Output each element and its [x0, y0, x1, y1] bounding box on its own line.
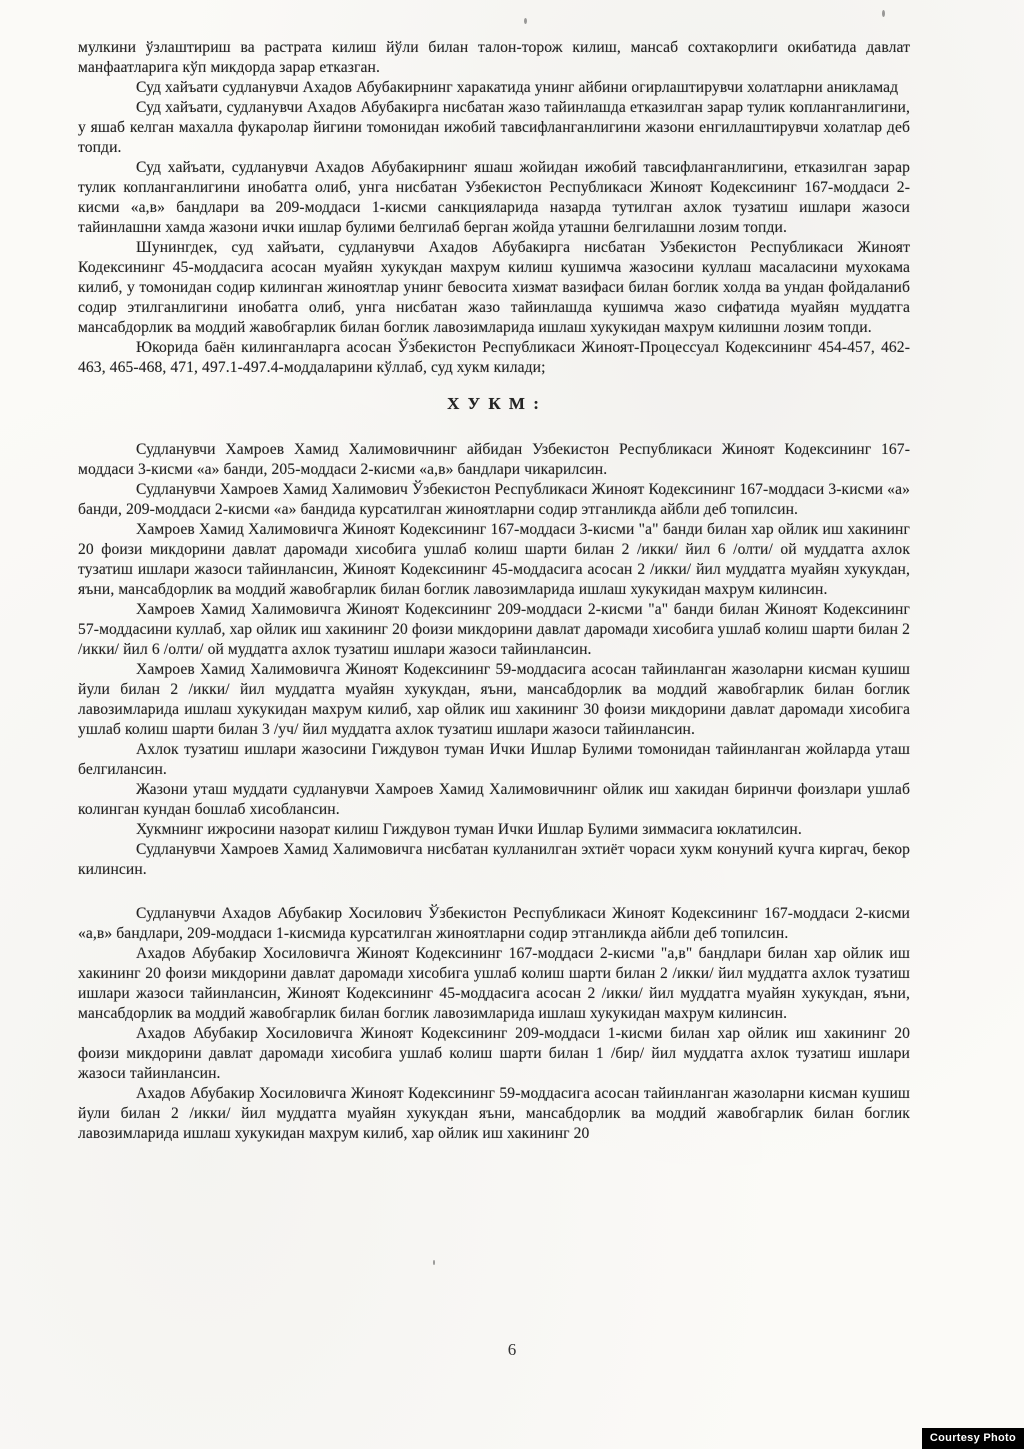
paragraph: Суд хайъати, судланувчи Ахадов Абубакирнинг яшаш жойидан ижобий тавсифланганлигини, етказилган зарар тулик копланганлигини инобатга олиб, унга нисбатан Узбекистон Республикаси Жиноят Кодексининг 167-моддаси 2-кисми «а,в» бандлари ва 209-моддаси 1-кисми санкцияларида назарда тутилган ахлок тузатиш ишлари жазоси тайинлашни хамда жазони ички ишлар булими белгилаб берган жойда уташни белгилашни лозим топди. — [78, 159, 910, 236]
preamble-section — [78, 38, 910, 378]
paragraph: Судланувчи Хамроев Хамид Халимовичнинг айбидан Узбекистон Республикаси Жиноят Кодексининг 167-моддаси 3-кисми «а» банди, 205-моддаси 2-кисми «а,в» бандлари чикарилсин. — [78, 441, 910, 478]
paragraph: Суд хайъати, судланувчи Ахадов Абубакирга нисбатан жазо тайинлашда етказилган зарар тулик копланганлигини, у яшаб келган махалла фукаролар йигини томонидан ижобий тавсифланганлигини жазони енгиллаштирувчи холатлар деб топди. — [78, 99, 910, 156]
verdict-section — [78, 440, 910, 1144]
paragraph: Ахадов Абубакир Хосиловичга Жиноят Кодексининг 59-моддасига асосан тайинланган жазоларни кисман кушиш йули билан 2 /икки/ йил муддатга муайян хукукдан яъни, мансабдорлик ва моддий жавобгарлик билан боглик лавозимларида ишлаш хукукидан махрум килиб, хар ойлик иш хакининг 20 — [78, 1085, 910, 1142]
scan-speck — [882, 10, 885, 17]
scan-speck — [433, 1260, 435, 1265]
paragraph: Судланувчи Ахадов Абубакир Хосилович Ўзбекистон Республикаси Жиноят Кодексининг 167-моддаси 2-кисми «а,в» бандлари, 209-моддаси 1-кисмида курсатилган жиноятларни содир этганликда айбли деб топилсин. — [78, 905, 910, 942]
paragraph: Хамроев Хамид Халимовичга Жиноят Кодексининг 59-моддасига асосан тайинланган жазоларни кисман кушиш йули билан 2 /икки/ йил муддатга муайян хукукдан, яъни, мансабдорлик ва моддий жавобгарлик билан боглик лавозимларида ишлаш хукукидан махрум килиб, хар ойлик иш хакининг 30 фоизи микдорини давлат даромади хисобига ушлаб колиш шарти билан 3 /уч/ йил муддатга ахлок тузатиш ишлари жазоси тайинлансин. — [78, 661, 910, 738]
paragraph: Судланувчи Хамроев Хамид Халимовичга нисбатан кулланилган эхтиёт чораси хукм конуний кучга киргач, бекор килинсин. — [78, 841, 910, 878]
paragraph: Ахлок тузатиш ишлари жазосини Гиждувон туман Ички Ишлар Булими томонидан тайинланган жойларда уташ белгилансин. — [78, 741, 910, 778]
verdict-heading: Х У К М : — [447, 394, 541, 413]
courtesy-photo-badge: Courtesy Photo — [922, 1428, 1024, 1449]
paragraph: Ахадов Абубакир Хосиловичга Жиноят Кодексининг 209-моддаси 1-кисми билан хар ойлик иш хакининг 20 фоизи микдорини давлат даромади хисобига ушлаб колиш шарти билан 1 /бир/ йил муддатга ахлок тузатиш ишлари жазоси тайинлансин. — [78, 1025, 910, 1082]
paragraph: Хамроев Хамид Халимовичга Жиноят Кодексининг 167-моддаси 3-кисми "а" банди билан хар ойлик иш хакининг 20 фоизи микдорини давлат даромади хисобига ушлаб колиш шарти билан 2 /икки/ йил 6 /олти/ ой муддатга ахлок тузатиш ишлари жазоси тайинлансин, Жиноят Кодексининг 45-моддасига асосан 2 /икки/ йил муддатга муайян хукукдан, яъни, мансабдорлик ва моддий жавобгарлик билан боглик лавозимларида ишлаш хукукидан махрум килинсин. — [78, 521, 910, 598]
page-number: 6 — [507, 1340, 517, 1359]
paragraph: Хукмнинг ижросини назорат килиш Гиждувон туман Ички Ишлар Булими зиммасига юклатилсин. — [136, 821, 802, 838]
paragraph: Шунингдек, суд хайъати, судланувчи Ахадов Абубакирга нисбатан Узбекистон Республикаси Жиноят Кодексининг 45-моддасига асосан муайян хукукдан махрум килиш кушимча жазосини куллаш масаласини мухокама килиб, у томонидан содир килинган жиноятлар унинг бевосита хизмат вазифаси билан боглик холда ва ундан фойдаланиб содир этилганлигини инобатга олиб, унга нисбатан жазо тайинлашда кушимча жазо сифатида муайян муддатга мансабдорлик ва моддий жавобгарлик билан боглик лавозимларида ишлаш хукукидан махрум килишни лозим топди. — [78, 239, 910, 336]
paragraph: Суд хайъати судланувчи Ахадов Абубакирнинг харакатида унинг айбини огирлаштирувчи холатларни аникламад — [136, 79, 899, 96]
paragraph: Юкорида баён килинганларга асосан Ўзбекистон Республикаси Жиноят-Процессуал Кодексининг 454-457, 462-463, 465-468, 471, 497.1-497.4-моддаларини кўллаб, суд хукм килади; — [78, 339, 910, 376]
paragraph: Хамроев Хамид Халимовичга Жиноят Кодексининг 209-моддаси 2-кисми "а" банди билан Жиноят Кодексининг 57-моддасини куллаб, хар ойлик иш хакининг 20 фоизи микдорини давлат даромади хисобига ушлаб колиш шарти билан 2 /икки/ йил 6 /олти/ ой муддатга ахлок тузатиш ишлари жазоси тайинлансин. — [78, 601, 910, 658]
paragraph: мулкини ўзлаштириш ва растрата килиш йўли билан талон-торож килиш, мансаб сохтакорлиги окибатида давлат манфаатларига кўп микдорда зарар етказган. — [78, 39, 910, 76]
scan-speck — [524, 18, 527, 24]
paragraph: Ахадов Абубакир Хосиловичга Жиноят Кодексининг 167-моддаси 2-кисми "а,в" бандлари билан хар ойлик иш хакининг 20 фоизи микдорини давлат даромади хисобига ушлаб колиш шарти билан 2 /икки/ йил муддатга ахлок тузатиш ишлари жазоси тайинлансин, Жиноят Кодексининг 45-моддасига асосан 2 /икки/ йил муддатга муайян хукукдан, яъни, мансабдорлик ва моддий жавобгарлик билан боглик лавозимларида ишлаш хукукидан махрум килинсин. — [78, 945, 910, 1022]
paragraph: Жазони уташ муддати судланувчи Хамроев Хамид Халимовичнинг ойлик иш хакидан биринчи фоизлари ушлаб колинган кундан бошлаб хисоблансин. — [78, 781, 910, 818]
document-body — [78, 38, 910, 1144]
paragraph: Судланувчи Хамроев Хамид Халимович Ўзбекистон Республикаси Жиноят Кодексининг 167-моддаси 3-кисми «а» банди, 209-моддаси 2-кисми «а» бандида курсатилган жиноятларни содир этганликда айбли деб топилсин. — [78, 481, 910, 518]
